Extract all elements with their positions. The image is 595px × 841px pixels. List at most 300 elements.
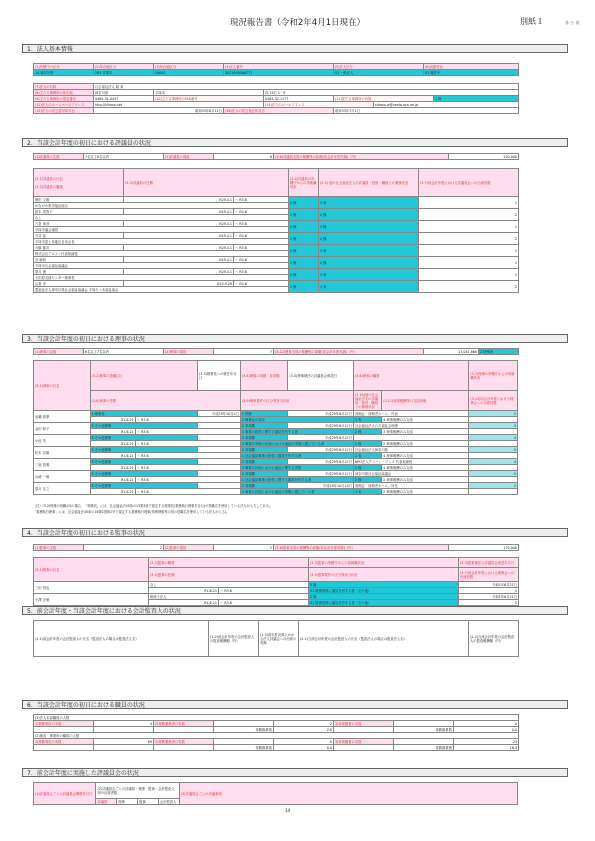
value: 7名以上8名以内 [84,154,164,160]
cell: R1.6.21 [90,417,135,423]
cell: 株式会社アルファ代表取締役 [34,251,289,257]
cell: ～ R3.6 [234,245,289,251]
value: 220,000 [449,154,519,160]
term-end: R3.6 [224,588,232,593]
cell: 3 その他理事 [90,471,197,477]
label: (14)法人のメールアドレス [264,102,374,108]
cell: 神奈川県社会福祉協議会 [353,471,468,477]
section-3-header: 3．当該会計年度の初日における理事の状況 [22,334,568,343]
value: 0.0 [454,727,519,733]
label: 3)非常勤者の実数 [334,739,394,745]
label: (10)主たる事務所のFAX番号 [154,96,264,102]
cell: ～ R3.6 [234,233,289,239]
cell: 2 [419,197,519,209]
cell: 2 [469,483,518,489]
cell: R1.6.21 [90,465,135,471]
value: 平塚市 [154,90,264,96]
cell: ～ R3.6 [135,453,240,459]
cell: 平塚市議会議員 [34,227,289,233]
cell: 2 無 [319,221,419,233]
director-table [33,360,518,495]
value: 2 [84,545,164,551]
header-cell: (3-8)理事の任期 [90,391,240,411]
header-cell: (3-1)監事の氏名 [34,558,149,582]
cell: 三坂 昌義 [34,459,91,471]
cell: 令和1年6月21日 [459,594,519,600]
cell: H29.4.1 [124,233,234,239]
label: (7)法人の名称 [34,84,94,90]
cell: R1.6.21 [90,477,135,483]
term-end: R3.6 [239,245,247,250]
cell: 三田 昌也 [34,582,149,594]
value: 2 特殊表 [479,349,519,355]
cell: ～ R3.6 [234,257,289,263]
director-note-1: （注）(3-2)理事の役職が2の場合、「理事長」には、社会福祉法45条の13第3項で規定する理事長(業務執行理事を含む)の役職名を使用している法人が入力してある。 [33,504,273,508]
cell: 2 無 [289,257,319,269]
label: 2)常勤兼務者の実数 [154,739,214,745]
term-end: R3.6 [141,453,149,458]
value: 170,000 [449,545,519,551]
cell: H29.4.1 [124,197,234,203]
cell: 5 [459,588,519,594]
value: 17,041,666 [424,349,479,355]
cell: 2 無 [319,257,419,269]
header-cell: (3-5)理事就任の評議員会承認日 [288,361,354,391]
cell: 望月 友之 [34,483,91,495]
value: 01 運営中 [424,70,519,76]
cell: 2 [419,269,519,281]
term-end: R3.6 [224,600,232,605]
cell: 4 理事報酬のみ支給 [382,453,469,459]
cell: 3 その他理事 [90,423,197,429]
cell: 2 無 [353,429,381,435]
cell [469,489,518,495]
term-end: R3.6 [239,221,247,226]
value: 昭和33年6月11日 [94,108,224,114]
header-cell: (3-3)監事の所轄庁からの再就職状況 [309,558,459,568]
corp-detail-table [33,83,519,114]
cell: H29.4.1 [124,269,234,275]
cell: 1 [419,257,519,269]
label: (2)評議員の現員 [164,154,214,160]
cell: 2 無 [353,441,381,447]
cell: 2 無 [309,582,459,588]
cell: 谷 敏和 [34,257,124,263]
cell: 1 有 [319,281,419,293]
director-rows [34,411,518,495]
cell: 5 [469,411,518,417]
label: (3-12)理事全員の報酬等の総額(前会計年度実績)（円） [274,349,424,355]
page-header [0,14,595,30]
cell: 2 無 [319,209,419,221]
cell: 3 [469,423,518,429]
header-cell: (2-2)当該会計年度の会計監査人の監査報酬額（円） [469,621,519,657]
councilor-table [33,168,519,293]
cell: 3 その他理事 [90,447,197,453]
term-end: R3.6 [141,417,149,422]
cell: 2 理事報酬のみ支給 [382,477,469,483]
non-public-stamp: 非 公 表 [565,20,580,25]
cell: 平塚市富士見地区自治会長 [34,239,289,245]
cell: 2 非常勤 [240,483,287,489]
value: 4 [94,721,154,727]
cell: 山倉 淳 [34,281,124,287]
sub-header: 理事 [117,799,138,805]
cell: ～ R3.6 [234,209,289,215]
label: 3)非常勤者の実数 [334,721,394,727]
cell: 4 [469,435,518,441]
table-row [34,489,518,495]
cell: 1 有 [319,197,419,209]
header-cell: (3-7)前会計年度における評議員会への出席回数 [419,169,519,197]
header-cell: (3-4)理事の常勤・非常勤 [240,361,287,391]
cell: H29.4.1 [124,245,234,251]
cell: 2 [419,209,519,221]
cell: 2 無 [289,281,319,293]
cell: 2 非常勤 [240,435,287,441]
header-cell: (3-7)理事の所轄庁からの再就職状況 [469,361,518,391]
cell: 2 非常勤 [240,447,287,453]
cell: 3 その他理事 [90,435,197,441]
header-cell: (3-10)他の社会福祉法人の評議員・役員・職員との兼務状況 [353,391,381,411]
cell: 1 理事長 [90,411,197,417]
cell: 今井 拓 [34,233,124,239]
value: 社会福祉法人 昭 希 [94,84,519,90]
cell: 3 その他理事 [90,483,197,489]
term-end: R3.6 [141,477,149,482]
cell: 1 理事報酬のみ支給 [382,465,469,471]
cell: H29.4.1 [124,209,234,215]
label: (1)理事の定数 [34,349,84,355]
value: 昭和33年7月1日 [334,108,519,114]
cell: 1 [419,221,519,233]
value: 神奈川県 [94,90,154,96]
cell: ～ R3.6 [135,417,240,423]
cell: 1 有 [319,269,419,281]
label: (4)法人番号 [224,64,334,70]
cell: ～ R3.6 [234,269,289,275]
header-cell: (3-9)理事要件の区分別該当状況 [240,391,353,411]
cell: 岩瀬 高夢 [34,411,91,423]
cell: 3 理事報酬のみ支給 [382,429,469,435]
cell: 小澤 正敏 [34,594,149,606]
label: 常勤換算数 [394,745,454,751]
header-cell: (3-3)評議員の任期 [124,169,289,197]
cell: 5 [469,447,518,453]
value: 14000 [154,70,224,76]
section-7-header: 7．前会計年度に実施した評議員会の状況 [22,768,568,777]
accounting-auditor-table [33,620,519,657]
value: 01 一般法人 [334,70,424,76]
cell: 西湘会・西湘老ホーム／所長 [353,483,468,489]
cell: 1 有 [353,489,381,495]
header-cell: (3-5) 他の社会福祉法人の評議員・役員・職員との兼務状況 [319,169,419,197]
term-end: R3.6 [239,281,247,286]
cell: R1.6.21 [90,489,135,495]
cell: なし [34,215,289,221]
value: 203 平塚市 [94,70,154,76]
value: 8 [214,154,274,160]
cell: H29.4.1 [124,221,234,227]
cell: H29.4.1 [124,257,234,263]
cell: 1 社会福祉事業の経営に識見を有する者 [240,453,353,459]
auditor-summary-table [33,544,519,551]
cell: 盟福祉法人神奈川県社会福祉協議会 平塚ろうあ福祉協会 [34,287,289,293]
value: 2 [214,545,274,551]
cell: 2 事業の実態の区域における福祉の実情に通じている者 [240,441,353,447]
label: 常勤換算数 [214,745,274,751]
cell: 2 無 [289,233,319,245]
header-cell: (3-3)理事長への就任年月日 [197,361,240,391]
label: (5)法人区分 [334,64,424,70]
header-cell: (2)評議員会ごとの評議員・理事・監事・会計監査人別の出席者数 [96,783,179,799]
staff-table [33,714,519,751]
header-cell: (3-6)理事の職業 [353,361,468,391]
label: (1)法人本部職員の人数 [34,715,519,721]
term-end: R3.6 [239,209,247,214]
label: 常勤換算数 [394,727,454,733]
cell: 鈴木 美智子 [34,209,124,215]
label: 常勤換算数 [214,727,274,733]
cell: なし [149,582,309,588]
cell: 2 事業の区域における福祉に関する実情 [240,465,353,471]
cell: 社会福祉法人六方福祉会理事 [353,423,468,429]
cell: 2 無 [353,465,381,471]
cell: 2 無 [289,269,319,281]
cell: 平成29年6月12日 [288,411,354,417]
header-cell: (1)評議員会ごとの評議員会開催年月日 [34,783,96,805]
cell: 2 事業の区域における福祉の実情に通じている者 [240,489,353,495]
cell: 2 理事報酬のみ支給 [382,441,469,447]
cell: ～ R3.6 [234,221,289,227]
cell: 小田原支援センター理事長 [34,275,289,281]
cell: 2 非常勤 [240,459,287,465]
header-cell: (3-7)前会計年度における理事会への出席回数 [459,568,519,582]
label: (2)監事の現員 [164,545,214,551]
header-cell [34,169,124,197]
header-cell: (3-4)評議員の所轄庁からの再就職状況 [289,169,319,197]
cell: 2 [419,281,519,293]
cell: ～ R3.6 [135,429,240,435]
cell: ～ R3.6 [234,197,289,203]
cell: 松本 信雄 [34,447,91,459]
label: (1)評議員の定数 [34,154,84,160]
councilor-rows [34,197,519,293]
label: (1)監事の定数 [34,545,84,551]
cell: 3 その他理事 [90,459,197,465]
cell: 平成29年6月12日 [288,471,354,477]
value: 69 [94,739,154,745]
cell: 2 理事会の認可 [240,417,353,423]
cell: 平塚市社会福祉協議会 [34,263,289,269]
header-cell: (3)評議員会ごとの決議事項 [179,783,517,805]
label: (3-6)監事全員の報酬等の総額(前会計年度実績)（円） [274,545,449,551]
cell: 2 理事報酬のみ支給 [382,489,469,495]
cell: 令和1年6月21日 [459,582,519,588]
council-meeting-table [33,782,518,805]
value: 0463-31-0437 [94,96,154,102]
term-end: R3.6 [239,197,247,202]
cell: 石橋 健次 [34,245,124,251]
cell: 2 無 [289,245,319,257]
cell: R1.6.21 [90,429,135,435]
sub-header: 監事 [138,799,159,805]
header-text: (3-1)評議員の氏名 [35,176,63,181]
value: 0 [274,739,334,745]
header-cell: (3-2)理事の役職(注) [90,361,197,391]
value: 6名以上7名以内 [84,349,164,355]
header-cell: (3-4)監事の任期 [149,568,309,582]
cell: 小池 茂 [34,435,91,447]
cell: R1.6.21 [149,588,219,594]
sub-header: 会計監査人 [158,799,179,805]
cell: NPO法人クリーン・ワンズ 代表取締役 [353,459,468,465]
value: 2 [274,721,334,727]
header-cell: (3-3)監事就任の評議員会承認年月日 [459,558,519,568]
header-cell: (1-2)前会計年度の会計監査人の監査報酬額（円） [209,621,259,657]
label: 1)常勤専従の実数 [34,721,94,727]
value: kihoso-w@vesta.ocn.ne.jp [374,102,519,108]
label: (9)主たる事務所の電話番号 [34,96,94,102]
term-end: R3.6 [239,269,247,274]
cell: 望月 俊 [34,269,124,275]
corp-basic-table [33,63,519,76]
label: 1)常勤専従の実数 [34,739,94,745]
cell: 2 [419,233,519,245]
cell: 平成29年6月12日 [288,447,354,453]
section-4-header: 4．当該会計年度の初日における監事の状況 [22,528,568,537]
cell: 山崎 一朗 [34,471,91,483]
value: 2 無 [434,96,519,102]
label: (8)主たる事務所の所在地 [34,90,94,96]
label: 2)常勤兼務者の実数 [154,721,214,727]
section-5-header: 5．前会計年度・当該会計年度における会計監査人の状況 [22,606,568,615]
header-cell: (3-13)前会計年度における理事会への出席回数 [469,391,518,411]
cell: 5 [459,600,519,606]
section-6-header: 6．当該会計年度の初日における職員の状況 [22,700,568,709]
label: (1)所轄庁の区分 [34,64,94,70]
cell: ～ R3.6 [234,281,289,287]
cell: 平成29年10月10日 [288,483,354,489]
term-end: R3.6 [141,441,149,446]
label: (2)所在地区分 [94,64,154,70]
cell: R1.6.21 [90,453,135,459]
value: 5021005006777 [224,70,334,76]
councilor-summary-table [33,153,519,160]
value: 2.0 [274,727,334,733]
cell: 1 常勤 [240,411,287,417]
cell: 2 無 [353,477,381,483]
cell: 2 無 [309,594,459,600]
cell: ～ R3.6 [135,441,240,447]
header-text: (3-2)評議員の職業 [35,184,63,189]
page-title: 現況報告書（令和2年4月1日現在） [229,18,366,28]
cell: かながわ県央福祉組合 [34,203,289,209]
cell: 2 無 [289,221,319,233]
cell: ～ R3.6 [219,600,309,606]
cell: 片倉 章彦 [34,221,124,227]
header-cell: (3-11)理事報酬等の支給形態 [382,391,469,411]
cell: 2 無 [289,197,319,209]
value: 浅 15石 1－9 [264,90,519,96]
auditor-table [33,557,519,606]
value: 23 [454,739,519,745]
label: (12)法人のホームページアドレス [34,102,94,108]
cell: 1 有 [353,453,381,459]
header-cell: (3-2)監事の職業 [149,558,309,568]
label: (6)活動状況 [424,64,519,70]
value: 7 [214,349,274,355]
cell: 1 有 [353,417,381,423]
cell: 5 [469,471,518,477]
label: (2)理事の現員 [164,349,214,355]
label: (15)法人の設立認可年月日 [34,108,94,114]
header-cell: (3-5)監事要件の区分別該当状況 [309,568,459,582]
cell: 2 非常勤 [240,471,287,477]
value: 14 神奈川県 [34,70,94,76]
cell: 01 財務管理に識見を有する者（その他） [309,600,459,606]
cell: 4 理事報酬のみ支給 [382,417,469,423]
cell: R1.6.21 [90,441,135,447]
cell: 平成29年10月4日 [197,411,240,417]
value: http://kihoso.net [94,102,264,108]
cell: 西湘会・西湘老ホーム／代表 [353,411,468,417]
cell: ～ R3.6 [135,465,240,471]
header-cell: (1-1)前会計年度の会計監査人の氏名（監査法人の場合は監査法人名） [34,621,209,657]
label: (11)従たる事務所の有無 [334,96,434,102]
cell: H29.9.29 [124,281,234,287]
header-cell: (2-1)当該会計年度の会計監査人の氏名（監査法人の場合は監査法人名） [299,621,469,657]
cell: 平成29年6月12日 [288,423,354,429]
cell: 1 事業の経営に関する識見を有する者 [240,429,353,435]
cell: 1 社会福祉事業の経営に関する識見を有する者 [240,477,353,483]
cell: 4 [469,459,518,465]
value: 18.3 [454,745,519,751]
value: 0463-32-1177 [264,96,334,102]
label: (2)施設・事業所の職員の人数 [34,733,519,739]
term-end: R3.6 [141,465,149,470]
cell: 平成29年6月12日 [288,435,354,441]
label: (16)法人の設立登記年月日 [224,108,334,114]
cell: 1 有 [319,245,419,257]
cell: 社会福祉法人神奈川県 [353,447,468,453]
cell: 2 非常勤 [240,423,287,429]
header-cell: (3-1)理事の氏名 [34,361,91,411]
cell: 01 財務管理に識見を有する者（その他） [309,588,459,594]
cell: 平成29年6月12日 [288,459,354,465]
director-summary-table [33,348,519,355]
cell: 2 無 [289,209,319,221]
cell: ～ R3.6 [219,588,309,594]
auditor-rows [34,582,519,606]
cell: 税理士法人 [149,594,309,600]
term-end: R3.6 [141,489,149,494]
section-1-header: 1．法人基本情報 [22,44,568,53]
value: 0 [454,721,519,727]
cell: ～ R3.6 [135,477,240,483]
sub-header: 評議員 [96,799,117,805]
cell: R1.6.21 [149,600,219,606]
page-number: 14 [285,808,291,813]
director-note-2: 「業務執行理事」には、社会福祉法45条の16第2項第2号で規定する業務執行理事(常務理事等の役の役職名を使用している法人が入る)。 [33,510,230,514]
term-end: R3.6 [239,233,247,238]
label: (3-6)評議員全員の報酬等の総額(前会計年度実績)（円） [274,154,449,160]
label: (3)所在地区分 [154,64,224,70]
term-end: R3.6 [239,257,247,262]
cell: 2 無 [319,233,419,245]
value: 0.0 [274,745,334,751]
cell: 金田 和子 [34,423,91,435]
